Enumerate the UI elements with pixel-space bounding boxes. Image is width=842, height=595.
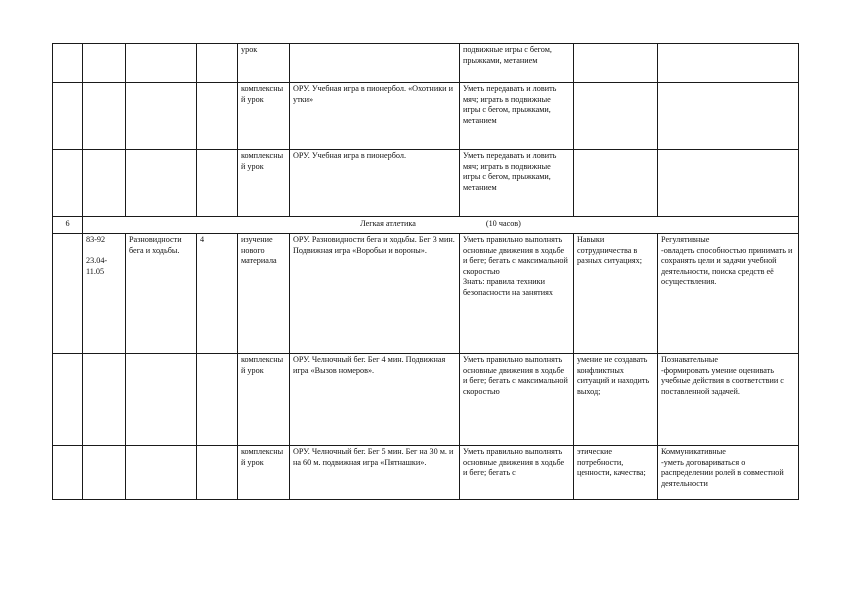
cell-lesson-type: комплексный урок [238,354,290,446]
cell-topic [126,354,197,446]
cell-topic [126,150,197,217]
table-row [53,44,799,83]
cell-content [290,44,460,83]
cell-lesson-type: комплексный урок [238,446,290,500]
cell-hours [197,44,238,83]
cell-personal-results [574,150,658,217]
cell-lesson-type: комплексный урок [238,83,290,150]
cell-number [53,44,83,83]
cell-topic [126,446,197,500]
cell-meta-results [658,83,799,150]
cell-personal-results: умение не создавать конфликтных ситуаций и находить выход; [574,354,658,446]
lesson-plan-table [52,43,799,500]
cell-subject-results: Уметь правильно выполнять основные движения в ходьбе и беге; бегать с [460,446,574,500]
cell-content: ОРУ. Челночный бег. Бег 5 мин. Бег на 30 м. и на 60 м. подвижная игра «Пятнашки». [290,446,460,500]
section-hours: (10 часов) [485,219,521,228]
cell-meta-results [658,44,799,83]
cell-lesson-type: изучение нового материала [238,234,290,354]
cell-subject-results: Уметь передавать и ловить мяч; играть в подвижные игры с бегом, прыжками, метанием [460,150,574,217]
cell-lesson-range: 83-92 23.04- 11.05 [83,234,126,354]
cell-content: ОРУ. Челночный бег. Бег 4 мин. Подвижная игра «Вызов номеров». [290,354,460,446]
cell-topic [126,44,197,83]
cell-lesson-range [83,83,126,150]
cell-hours [197,150,238,217]
cell-meta-results: Познавательные -формировать умение оценивать учебные действия в соответствии с поставленной задачей. [658,354,799,446]
cell-personal-results: Навыки сотрудничества в разных ситуациях; [574,234,658,354]
table-row [53,150,799,217]
cell-subject-results: Уметь правильно выполнять основные движения в ходьбе и беге; бегать с максимальной скоростью Знать: правила техники безопасности на занятиях [460,234,574,354]
cell-number [53,150,83,217]
section-heading [83,217,799,234]
cell-hours [197,354,238,446]
cell-number [53,446,83,500]
cell-personal-results [574,44,658,83]
cell-content: ОРУ. Учебная игра в пионербол. «Охотники и утки» [290,83,460,150]
cell-lesson-range [83,446,126,500]
cell-lesson-range [83,150,126,217]
cell-hours [197,83,238,150]
cell-lesson-range [83,44,126,83]
cell-personal-results [574,83,658,150]
cell-meta-results: Коммуникативные -уметь договариваться о распределении ролей в совместной деятельности [658,446,799,500]
cell-topic: Разновидности бега и ходьбы. [126,234,197,354]
cell-personal-results: этические потребности, ценности, качества; [574,446,658,500]
cell-number [53,83,83,150]
cell-subject-results: Уметь правильно выполнять основные движения в ходьбе и беге; бегать с максимальной скоростью [460,354,574,446]
table-row [53,234,799,354]
cell-subject-results: Уметь передавать и ловить мяч; играть в подвижные игры с бегом, прыжками, метанием [460,83,574,150]
table-row [53,83,799,150]
cell-topic [126,83,197,150]
cell-lesson-type: урок [238,44,290,83]
section-title: Легкая атлетика [360,219,416,228]
table-row [53,354,799,446]
cell-number [53,234,83,354]
cell-content: ОРУ. Разновидности бега и ходьбы. Бег 3 мин. Подвижная игра «Воробьи и вороны». [290,234,460,354]
cell-content: ОРУ. Учебная игра в пионербол. [290,150,460,217]
cell-meta-results [658,150,799,217]
section-number: 6 [53,217,83,234]
cell-lesson-type: комплексный урок [238,150,290,217]
cell-subject-results: подвижные игры с бегом, прыжками, метанием [460,44,574,83]
cell-meta-results: Регулятивные -овладеть способностью принимать и сохранять цели и задачи учебной деятельности, поиска средств её осуществления. [658,234,799,354]
cell-hours: 4 [197,234,238,354]
cell-lesson-range [83,354,126,446]
cell-number [53,354,83,446]
table-row [53,446,799,500]
section-row [53,217,799,234]
cell-hours [197,446,238,500]
